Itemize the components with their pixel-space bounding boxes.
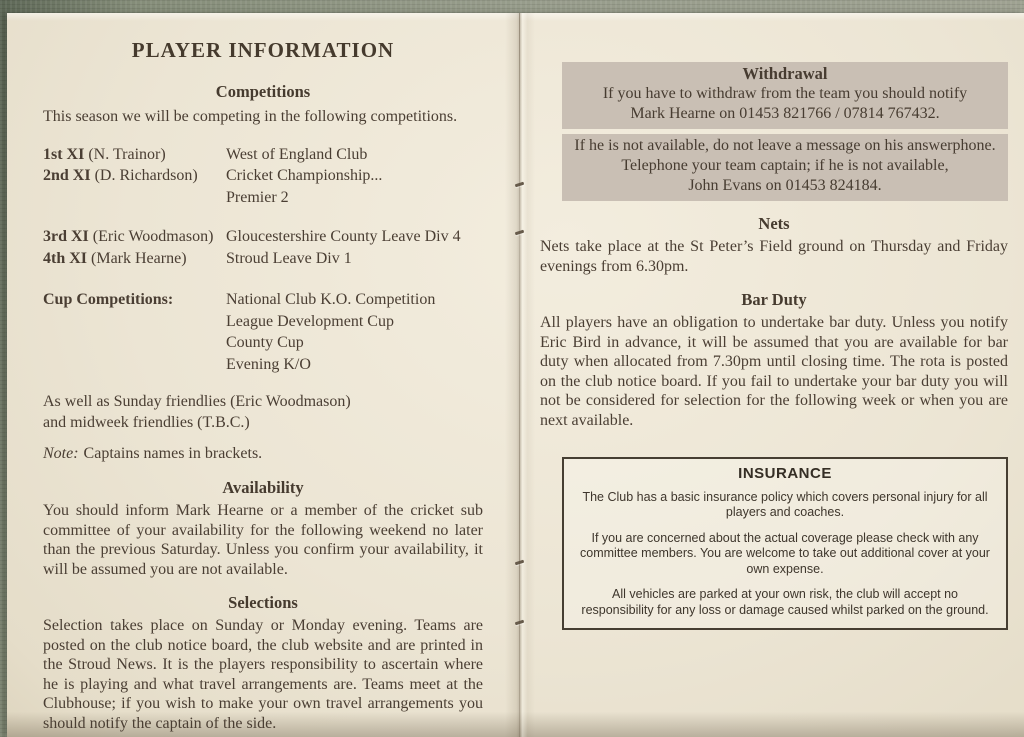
cup-competition-item: Evening K/O — [226, 355, 311, 373]
team-label: 3rd XI — [43, 228, 89, 245]
teams-table — [43, 144, 483, 376]
team-cell — [43, 248, 226, 270]
insurance-paragraph: All vehicles are parked at your own risk, the club will accept no responsibility for any loss or damage caused whilst parked on the ground. — [581, 587, 989, 617]
team-captain: (Mark Hearne) — [91, 249, 187, 267]
nets-paragraph: Nets take place at the St Peter’s Field ground on Thursday and Friday evenings from 6.30pm. — [540, 238, 1008, 275]
withdrawal-line: Telephone your team captain; if he is not available, — [621, 157, 949, 174]
competitions-heading: Competitions — [215, 82, 311, 101]
team-cell — [43, 187, 226, 209]
team-cell — [43, 226, 226, 248]
team-captain: (N. Trainor) — [88, 145, 166, 163]
team-competition: West of England Club — [226, 145, 368, 163]
withdrawal-line: If he is not available, do not leave a message on his answerphone. — [574, 137, 996, 154]
selections-paragraph: Selection takes place on Sunday or Monday evening. Teams are posted on the club notice board, the club website and are printed in the Stroud News. It is the players responsibility to ascertain where he is playing and what travel arrangements are. Teams meet at the Clubhouse; if you wish to make your own travel arrangements you should notify the captain of the side. — [43, 617, 483, 732]
note-text: Captains names in brackets. — [83, 445, 263, 462]
insurance-paragraph: If you are concerned about the actual coverage please check with any committee members. You are welcome to take out additional cover at your own expense. — [580, 530, 990, 576]
teams-group-1 — [43, 144, 483, 209]
cup-competition-item: National Club K.O. Competition — [226, 291, 436, 308]
availability-paragraph: You should inform Mark Hearne or a member of the cricket sub committee of your availability for the following weekend no later than the previous Saturday. Unless you confirm your availability, it will be assumed you are not available. — [43, 502, 483, 578]
team-competition: Gloucestershire County Leave Div 4 — [226, 228, 461, 245]
team-label: 2nd XI — [43, 167, 91, 184]
team-competition: Stroud Leave Div 1 — [226, 249, 352, 267]
friendlies-note — [43, 392, 483, 433]
withdrawal-line: John Evans on 01453 824184. — [688, 177, 882, 194]
team-cell — [43, 144, 226, 166]
insurance-paragraph: The Club has a basic insurance policy which covers personal injury for all players and coaches. — [582, 489, 988, 519]
team-captain: (Eric Woodmason) — [92, 228, 214, 245]
friendlies-line: As well as Sunday friendlies (Eric Woodmason) — [43, 393, 351, 410]
friendlies-line: and midweek friendlies (T.B.C.) — [43, 413, 250, 431]
withdrawal-box-1 — [562, 62, 1008, 129]
page-right — [519, 13, 1024, 737]
page-left — [7, 13, 519, 737]
nets-heading: Nets — [758, 214, 790, 233]
availability-heading: Availability — [222, 478, 304, 497]
cup-competition-item: County Cup — [226, 334, 304, 351]
competitions-intro: This season we will be competing in the following competitions. — [43, 108, 458, 125]
bar-duty-paragraph: All players have an obligation to undertake bar duty. Unless you notify Eric Bird in advance, it will be assumed that you are available for bar duty when allocated from 7.30pm until closing time. The rota is posted on the club notice board. If you fail to undertake your bar duty you will not be considered for selection for the following week or when you are next available. — [540, 314, 1008, 429]
cup-competitions-label: Cup Competitions: — [43, 291, 174, 308]
team-label: 4th XI — [43, 249, 88, 267]
note-prefix: Note: — [43, 445, 79, 462]
team-cell — [43, 165, 226, 187]
cup-competitions-list — [226, 289, 483, 375]
selections-heading: Selections — [228, 593, 298, 612]
team-competition: Cricket Championship... — [226, 167, 383, 184]
withdrawal-box-2 — [562, 134, 1008, 201]
cup-competition-item: League Development Cup — [226, 312, 394, 330]
bar-duty-heading: Bar Duty — [741, 290, 807, 309]
team-captain: (D. Richardson) — [94, 167, 198, 184]
insurance-heading: INSURANCE — [738, 465, 832, 482]
teams-group-2 — [43, 226, 483, 269]
team-label: 1st XI — [43, 145, 85, 163]
open-booklet — [7, 13, 1024, 737]
insurance-box — [562, 457, 1008, 630]
captains-note — [43, 445, 483, 463]
withdrawal-line: Mark Hearne on 01453 821766 / 07814 767432. — [630, 105, 940, 122]
withdrawal-heading: Withdrawal — [742, 64, 828, 83]
team-competition: Premier 2 — [226, 188, 289, 206]
page-title: PLAYER INFORMATION — [131, 38, 395, 62]
cup-competitions-group — [43, 289, 483, 375]
withdrawal-line: If you have to withdraw from the team you should notify — [602, 85, 968, 102]
